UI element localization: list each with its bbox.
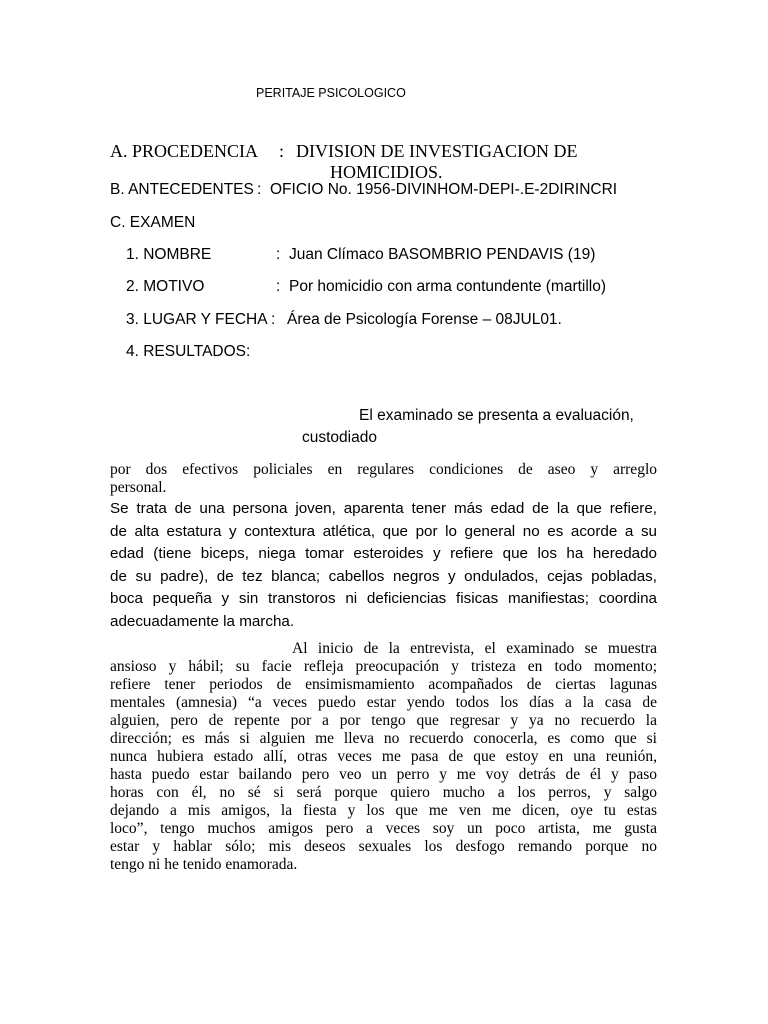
paragraph-line: hasta puedo estar bailando pero veo un perro y me voy detrás de él y paso — [110, 766, 657, 783]
motivo-colon: : — [276, 278, 281, 295]
paragraph-line: adecuadamente la marcha. — [110, 612, 295, 630]
antecedentes-colon: : — [257, 181, 262, 198]
paragraph-line: horas con él, no sé si será porque quiero mucho a los perros, y salgo — [110, 784, 657, 801]
procedencia-colon: : — [279, 141, 285, 161]
paragraph-line: ansioso y hábil; su facie refleja preocupación y tristeza en todo momento; — [110, 658, 657, 675]
paragraph-physical-description — [110, 498, 657, 634]
paragraph-line: edad (tiene biceps, niega tomar esteroides y refiere que los ha heredado — [110, 545, 657, 563]
procedencia-value: DIVISION DE INVESTIGACION DE — [296, 141, 578, 161]
antecedentes-value: OFICIO No. 1956-DIVINHOM-DEPI-.E-2DIRINCRI — [270, 181, 618, 198]
paragraph-line: dejando a mis amigos, la fiesta y los que me ven me dicen, oye tu estas — [110, 802, 657, 819]
paragraph-line: nunca hubiera estado allí, otras veces me pasa de que estoy en una reunión, — [110, 748, 657, 765]
paragraph-line: tengo ni he tenido enamorada. — [110, 856, 298, 873]
paragraph-line: estar y hablar sólo; mis deseos sexuales los desfogo remando porque no — [110, 838, 657, 855]
paragraph-line: refiere tener periodos de ensimismamiento acompañados de ciertas lagunas — [110, 676, 657, 693]
resultados-label: 4. RESULTADOS: — [126, 343, 251, 360]
procedencia-value-continued: HOMICIDIOS. — [330, 162, 443, 182]
procedencia-label: A. PROCEDENCIA — [110, 141, 259, 161]
paragraph-line: por dos efectivos policiales en regulares condiciones de aseo y arreglo — [110, 461, 657, 478]
paragraph-line: Se trata de una persona joven, aparenta tener más edad de la que refiere, — [110, 500, 657, 517]
paragraph-line: alguien, pero de repente por a por tengo que regresar y ya no recuerdo la — [110, 712, 657, 729]
paragraph-line: Al inicio de la entrevista, el examinado se muestra — [292, 640, 657, 657]
paragraph-line: de su padre), de tez blanca; cabellos negros y ondulados, cejas pobladas, — [110, 567, 657, 585]
examen-label: C. EXAMEN — [110, 214, 196, 231]
paragraph-line: de alta estatura y contextura atlética, que por lo general no es acorde a su — [110, 522, 657, 540]
paragraph-line: loco”, tengo muchos amigos pero a veces soy un poco artista, me gusta — [110, 820, 657, 837]
paragraph-line: boca pequeña y sin transtoros ni deficiencias fisicas manifiestas; coordina — [110, 590, 657, 608]
paragraph-interview — [110, 640, 657, 874]
resultados-intro-line1: El examinado se presenta a evaluación, — [359, 407, 634, 424]
antecedentes-label: B. ANTECEDENTES — [110, 181, 254, 198]
paragraph-line: personal. — [110, 479, 167, 496]
paragraph-line: mentales (amnesia) “a veces puedo estar yendo todos los días a la casa de — [110, 694, 657, 711]
paragraph-custody — [110, 461, 657, 497]
motivo-value: Por homicidio con arma contundente (martillo) — [289, 278, 607, 295]
document-title: PERITAJE PSICOLOGICO — [256, 86, 406, 100]
lugar-fecha-label: 3. LUGAR Y FECHA : — [126, 311, 276, 328]
nombre-label: 1. NOMBRE — [126, 246, 212, 263]
nombre-value: Juan Clímaco BASOMBRIO PENDAVIS (19) — [289, 246, 596, 263]
paragraph-line: dirección; es más si alguien me lleva no recuerdo conocerla, es como que si — [110, 730, 657, 747]
lugar-fecha-value: Área de Psicología Forense – 08JUL01. — [287, 311, 562, 328]
resultados-intro-line2: custodiado — [302, 429, 377, 446]
motivo-label: 2. MOTIVO — [126, 278, 205, 295]
nombre-colon: : — [276, 246, 281, 263]
